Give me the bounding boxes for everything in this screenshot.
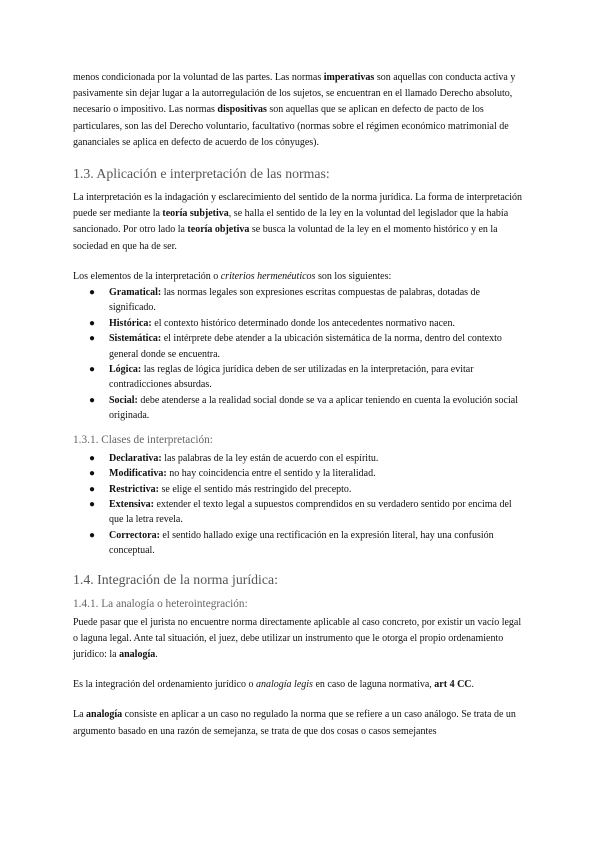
bullet-icon: ● <box>89 529 96 541</box>
text-run: las normas legales son expresiones escritas compuestas de palabras, dotadas de significado. <box>109 287 480 314</box>
bullet-icon: ● <box>89 452 96 464</box>
list-item <box>73 316 525 331</box>
bold-term: teoría subjetiva <box>162 208 229 220</box>
text-run: son aquellas que se aplican en defecto de pacto de los particulares, son las del Derecho voluntario, facultativo (normas sobre el régimen económico matrimonial de gananciales se aplica en defecto de acuerdo de los cónyuges). <box>73 104 509 148</box>
bullet-icon: ● <box>89 333 96 345</box>
list-item <box>73 331 525 362</box>
text-run: La interpretación es la indagación y esclarecimiento del sentido de la norma jurídica. La forma de interpretación puede ser mediante la <box>73 192 522 220</box>
text-run: las palabras de la ley están de acuerdo con el espíritu. <box>161 452 379 464</box>
italic-term: criterios hermenéuticos <box>220 270 316 282</box>
bold-term: Social: <box>109 394 138 406</box>
text-run: Los elementos de la interpretación o <box>73 270 221 282</box>
bullet-icon: ● <box>89 317 96 329</box>
text-run: las reglas de lógica jurídica deben de ser utilizadas en la interpretación, para evitar contradicciones absurdas. <box>109 364 474 391</box>
paragraph-interpretation <box>73 190 525 255</box>
bullet-icon: ● <box>89 483 96 495</box>
text-run: La <box>73 709 87 721</box>
bold-term: Gramatical: <box>109 287 162 299</box>
bold-term: Histórica: <box>109 317 152 329</box>
text-run: el sentido hallado exige una rectificación en la expresión literal, hay una confusión conceptual. <box>109 529 494 557</box>
text-run: consiste en aplicar a un caso no regulado la norma que se refiere a un caso análogo. Se trata de un argumento basado en una razón de semejanza, se trata de que dos cosas o casos semejantes <box>73 709 516 737</box>
paragraph-analogy-intro <box>73 615 525 664</box>
text-run: . <box>155 648 158 660</box>
text-run: el intérprete debe atender a la ubicación sistemática de la norma, dentro del contexto general donde se encuentra. <box>109 333 502 360</box>
text-run: Es la integración del ordenamiento jurídico o <box>73 679 256 691</box>
bold-term: Modificativa: <box>109 468 167 480</box>
text-run: se elige el sentido más restringido del precepto. <box>158 483 352 495</box>
text-run: menos condicionada por la voluntad de las partes. Las normas <box>73 72 324 83</box>
list-item <box>73 393 525 424</box>
bold-term: Restrictiva: <box>109 483 159 495</box>
text-run: se busca la voluntad de la ley en el momento histórico y en la sociedad en que ha de ser. <box>73 224 498 252</box>
list-item <box>73 466 525 481</box>
heading-1-4-1: 1.4.1. La analogía o heterointegración: <box>73 597 248 610</box>
list-item <box>73 451 525 466</box>
document-body <box>73 70 525 740</box>
bullet-icon: ● <box>89 394 96 406</box>
bold-term: Lógica: <box>109 364 142 376</box>
bold-term: dispositivas <box>217 104 267 116</box>
bullet-icon: ● <box>89 498 96 510</box>
italic-term: analogía legis <box>256 679 313 691</box>
heading-1-3-1: 1.3.1. Clases de interpretación: <box>73 433 213 446</box>
text-run: Puede pasar que el jurista no encuentre norma directamente aplicable al caso concreto, por existir un vacío legal o laguna legal. Ante tal situación, el juez, debe utilizar un instrumento que le otorga el propio ordenamiento jurídico: la <box>73 616 522 660</box>
text-run: el contexto histórico determinado donde los antecedentes normativo nacen. <box>151 317 455 329</box>
criteria-list <box>73 285 525 424</box>
list-item <box>73 362 525 393</box>
list-item <box>73 528 525 559</box>
text-run: debe atenderse a la realidad social donde se va a aplicar teniendo en cuenta la evolución social originada. <box>109 394 518 422</box>
heading-1-4: 1.4. Integración de la norma jurídica: <box>73 571 278 587</box>
text-run: extender el texto legal a supuestos comprendidos en su verdadero sentido por encima del que la letra revela. <box>109 498 512 526</box>
bullet-icon: ● <box>89 287 96 299</box>
bullet-icon: ● <box>89 468 96 480</box>
bold-term: Correctora: <box>109 529 160 541</box>
bold-term: analogía <box>86 709 123 721</box>
text-run: , se halla el sentido de la ley en la voluntad del legislador que la había sancionado. Por otro lado la <box>73 208 509 236</box>
heading-1-3: 1.3. Aplicación e interpretación de las normas: <box>73 166 330 182</box>
bold-term: teoría objetiva <box>187 224 250 236</box>
paragraph-elements <box>73 269 525 285</box>
intro-paragraph <box>73 70 525 151</box>
text-run: en caso de laguna normativa, <box>312 679 435 691</box>
bold-term: imperativas <box>323 72 375 83</box>
bold-term: Declarativa: <box>109 452 162 464</box>
text-run: no hay coincidencia entre el sentido y la literalidad. <box>166 468 376 480</box>
bold-term: Sistemática: <box>109 333 162 345</box>
list-item <box>73 497 525 528</box>
bold-term: Extensiva: <box>109 498 154 510</box>
text-run: son los siguientes: <box>315 270 392 282</box>
bold-term: art 4 CC <box>434 679 472 691</box>
text-run: son aquellas con conducta activa y pasivamente sin dejar lugar a la autorregulación de los sujetos, se encuentran en el llamado Derecho absoluto, necesario o impositivo. Las normas <box>73 72 516 116</box>
text-run: . <box>471 679 475 691</box>
classes-list <box>73 451 525 559</box>
bold-term: analogía <box>119 648 156 660</box>
paragraph-analogy-legis <box>73 677 525 693</box>
paragraph-analogy-definition <box>73 707 525 739</box>
list-item <box>73 482 525 497</box>
list-item <box>73 285 525 316</box>
bullet-icon: ● <box>89 364 96 376</box>
